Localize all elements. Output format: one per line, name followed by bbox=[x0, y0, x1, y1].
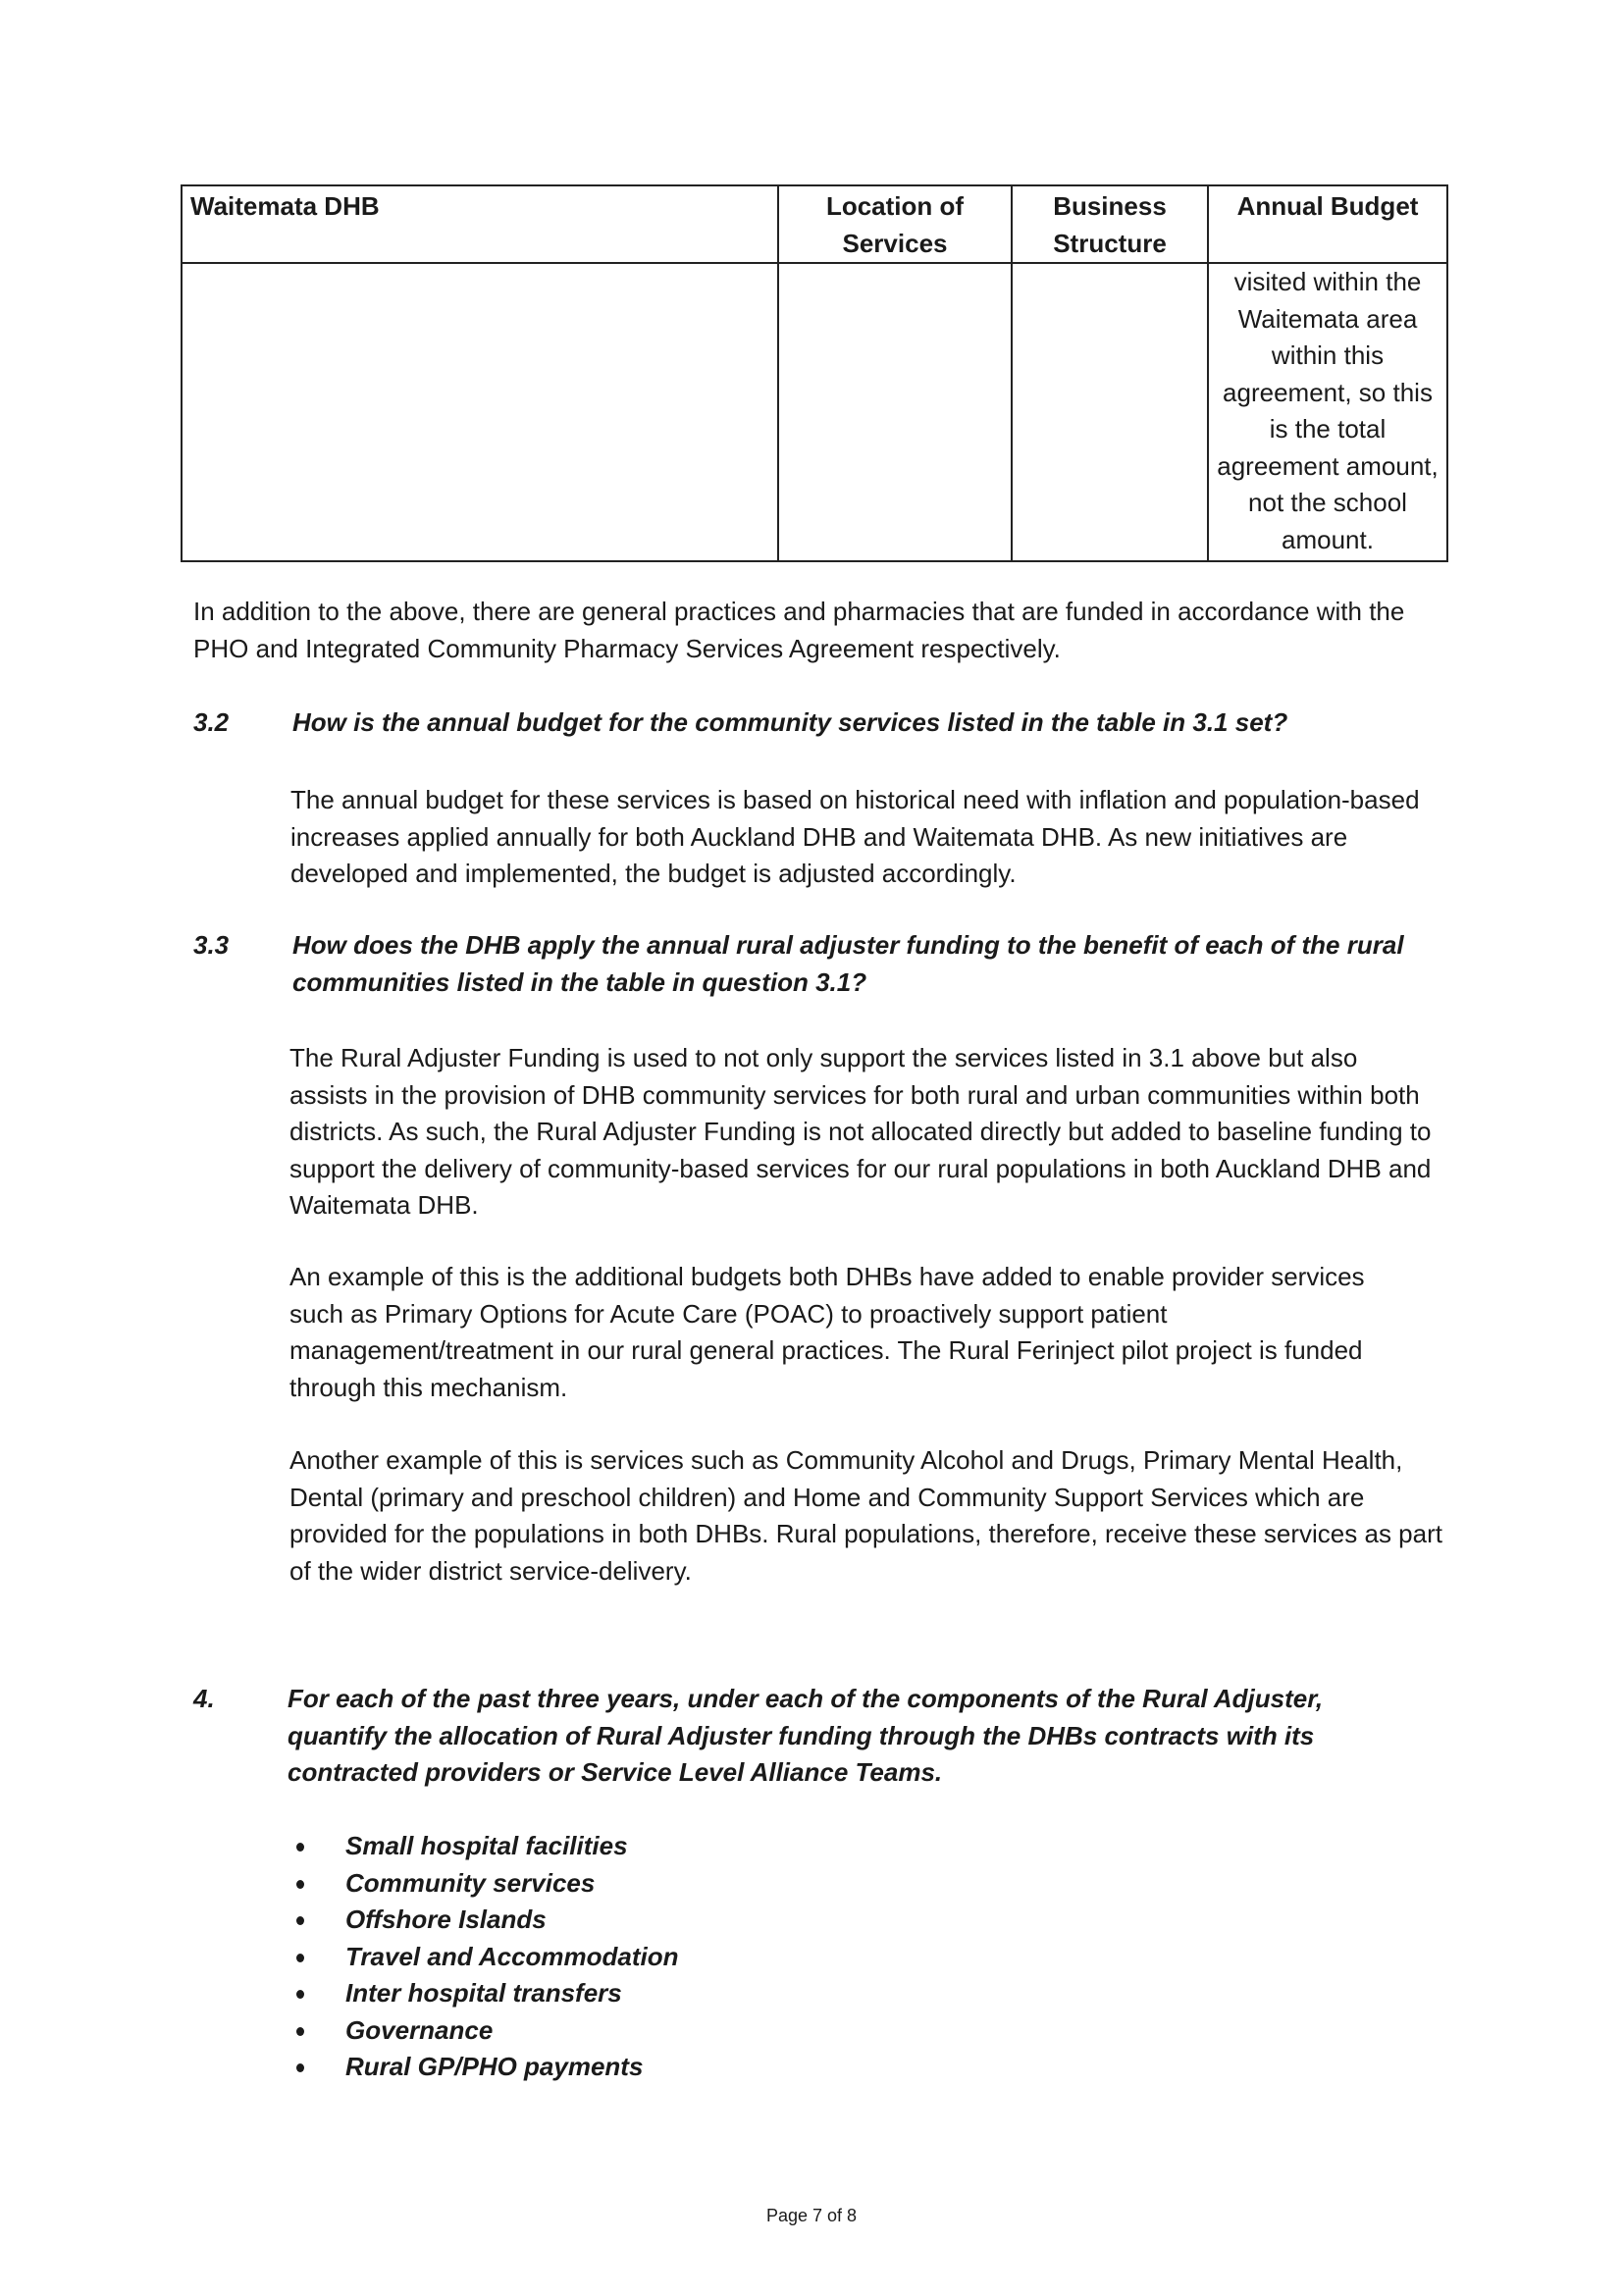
section-4-question: For each of the past three years, under each of the components of the Rural Adjuster, quantify the allocation of Rural Adjuster funding through the DHBs contracts with its contracted providers or Service Level Alliance Teams. bbox=[288, 1684, 1324, 1787]
section-3-2-answer: The annual budget for these services is based on historical need with inflation and population-based increases applied annually for both Auckland DHB and Waitemata DHB. As new initiatives are developed and implemented, the budget is adjusted accordingly. bbox=[290, 785, 1420, 888]
section-3-3-question: How does the DHB apply the annual rural adjuster funding to the benefit of each of the rural communities listed in the table in question 3.1? bbox=[292, 930, 1404, 997]
list-item: Small hospital facilities bbox=[285, 1828, 679, 1865]
table-row bbox=[182, 263, 1447, 561]
header-annual-budget: Annual Budget bbox=[1208, 185, 1447, 263]
bullet-icon bbox=[296, 2027, 304, 2036]
list-item: Travel and Accommodation bbox=[285, 1939, 679, 1976]
cell-annual-budget: visited within the Waitemata area within this agreement, so this is the total agreement amount, not the school amount. bbox=[1208, 263, 1447, 561]
cell-location bbox=[778, 263, 1012, 561]
table-header-row bbox=[182, 185, 1447, 263]
header-location-of-services: Location of Services bbox=[778, 185, 1012, 263]
bullet-icon bbox=[296, 1880, 304, 1889]
section-4-number: 4. bbox=[193, 1684, 215, 1713]
bullet-icon bbox=[296, 1916, 304, 1925]
rural-adjuster-components-list bbox=[285, 1828, 679, 2086]
section-3-3-number: 3.3 bbox=[193, 930, 230, 960]
section-3-2-question: How is the annual budget for the community services listed in the table in 3.1 set? bbox=[292, 707, 1288, 737]
list-item: Offshore Islands bbox=[285, 1902, 679, 1939]
services-table bbox=[181, 184, 1448, 562]
section-3-3-answer-3: Another example of this is services such as Community Alcohol and Drugs, Primary Mental Health, Dental (primary and preschool children) and Home and Community Support Services which are provided for the populations in both DHBs. Rural populations, therefore, receive these services as part of the wider district service-delivery. bbox=[289, 1445, 1442, 1586]
paragraph-after-table: In addition to the above, there are general practices and pharmacies that are funded in accordance with the PHO and Integrated Community Pharmacy Services Agreement respectively. bbox=[193, 597, 1405, 663]
bullet-icon bbox=[296, 1990, 304, 1999]
list-item: Community services bbox=[285, 1865, 679, 1903]
list-item: Governance bbox=[285, 2012, 679, 2050]
bullet-icon bbox=[296, 1954, 304, 1962]
page-number: Page 7 of 8 bbox=[765, 2206, 858, 2225]
section-3-3-answer-2: An example of this is the additional budgets both DHBs have added to enable provider services such as Primary Options for Acute Care (POAC) to proactively support patient management/treatment in our rural general practices. The Rural Ferinject pilot project is funded through this mechanism. bbox=[289, 1262, 1365, 1402]
bullet-icon bbox=[296, 1843, 304, 1852]
cell-provider bbox=[182, 263, 778, 561]
list-item: Rural GP/PHO payments bbox=[285, 2049, 679, 2086]
header-business-structure: Business Structure bbox=[1012, 185, 1208, 263]
list-item: Inter hospital transfers bbox=[285, 1975, 679, 2012]
bullet-icon bbox=[296, 2063, 304, 2072]
cell-structure bbox=[1012, 263, 1208, 561]
section-3-3-answer-1: The Rural Adjuster Funding is used to not only support the services listed in 3.1 above but also assists in the provision of DHB community services for both rural and urban communities within both districts. As such, the Rural Adjuster Funding is not allocated directly but added to baseline funding to support the delivery of community-based services for our rural populations in both Auckland DHB and Waitemata DHB. bbox=[289, 1043, 1432, 1220]
section-3-2-number: 3.2 bbox=[193, 707, 230, 737]
header-waitemata-dhb: Waitemata DHB bbox=[182, 185, 778, 263]
